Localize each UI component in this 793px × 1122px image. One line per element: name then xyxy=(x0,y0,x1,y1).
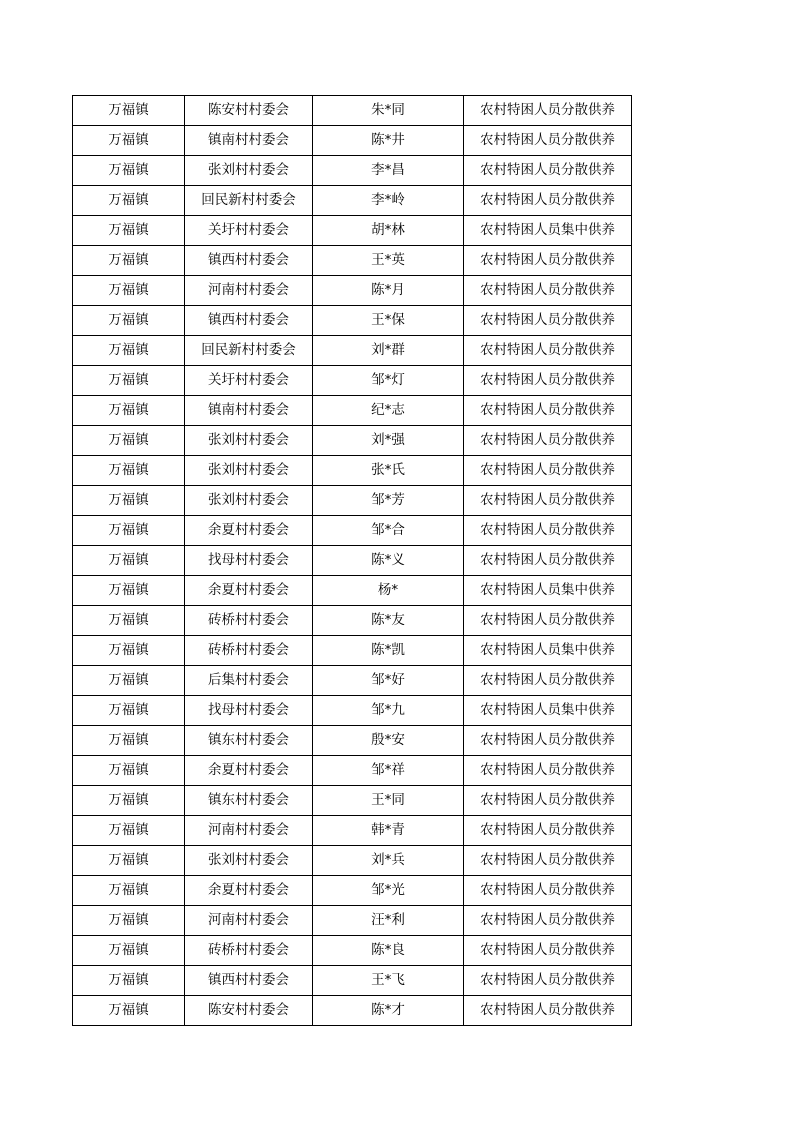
town-cell: 万福镇 xyxy=(73,816,185,846)
support-type-cell: 农村特困人员分散供养 xyxy=(464,936,632,966)
table-row xyxy=(73,756,632,786)
support-type-cell: 农村特困人员分散供养 xyxy=(464,966,632,996)
person-name-cell: 胡*林 xyxy=(313,216,464,246)
person-name-cell: 邹*合 xyxy=(313,516,464,546)
village-committee-cell: 后集村村委会 xyxy=(185,666,313,696)
village-committee-cell: 找母村村委会 xyxy=(185,696,313,726)
town-cell: 万福镇 xyxy=(73,846,185,876)
support-type-cell: 农村特困人员分散供养 xyxy=(464,846,632,876)
person-name-cell: 李*昌 xyxy=(313,156,464,186)
village-committee-cell: 镇西村村委会 xyxy=(185,966,313,996)
town-cell: 万福镇 xyxy=(73,666,185,696)
village-committee-cell: 镇西村村委会 xyxy=(185,306,313,336)
person-name-cell: 陈*月 xyxy=(313,276,464,306)
village-committee-cell: 张刘村村委会 xyxy=(185,426,313,456)
village-committee-cell: 镇南村村委会 xyxy=(185,126,313,156)
town-cell: 万福镇 xyxy=(73,516,185,546)
village-committee-cell: 砖桥村村委会 xyxy=(185,936,313,966)
person-name-cell: 韩*青 xyxy=(313,816,464,846)
village-committee-cell: 河南村村委会 xyxy=(185,816,313,846)
person-name-cell: 陈*义 xyxy=(313,546,464,576)
person-name-cell: 邹*祥 xyxy=(313,756,464,786)
town-cell: 万福镇 xyxy=(73,786,185,816)
table-row xyxy=(73,456,632,486)
table-row xyxy=(73,726,632,756)
town-cell: 万福镇 xyxy=(73,336,185,366)
village-committee-cell: 张刘村村委会 xyxy=(185,846,313,876)
support-type-cell: 农村特困人员分散供养 xyxy=(464,456,632,486)
table-row xyxy=(73,846,632,876)
support-type-cell: 农村特困人员分散供养 xyxy=(464,426,632,456)
person-name-cell: 朱*同 xyxy=(313,96,464,126)
person-name-cell: 邹*好 xyxy=(313,666,464,696)
town-cell: 万福镇 xyxy=(73,906,185,936)
table-row xyxy=(73,666,632,696)
town-cell: 万福镇 xyxy=(73,636,185,666)
support-type-cell: 农村特困人员分散供养 xyxy=(464,516,632,546)
village-committee-cell: 余夏村村委会 xyxy=(185,576,313,606)
support-type-cell: 农村特困人员分散供养 xyxy=(464,876,632,906)
person-name-cell: 汪*利 xyxy=(313,906,464,936)
person-name-cell: 杨* xyxy=(313,576,464,606)
support-type-cell: 农村特困人员分散供养 xyxy=(464,396,632,426)
support-type-cell: 农村特困人员分散供养 xyxy=(464,186,632,216)
town-cell: 万福镇 xyxy=(73,936,185,966)
table-row xyxy=(73,576,632,606)
support-type-cell: 农村特困人员分散供养 xyxy=(464,546,632,576)
table-row xyxy=(73,276,632,306)
table-row xyxy=(73,396,632,426)
support-type-cell: 农村特困人员分散供养 xyxy=(464,276,632,306)
village-committee-cell: 回民新村村委会 xyxy=(185,186,313,216)
village-committee-cell: 余夏村村委会 xyxy=(185,516,313,546)
town-cell: 万福镇 xyxy=(73,996,185,1026)
table-row xyxy=(73,96,632,126)
village-committee-cell: 余夏村村委会 xyxy=(185,876,313,906)
village-committee-cell: 找母村村委会 xyxy=(185,546,313,576)
table-row xyxy=(73,126,632,156)
table-row xyxy=(73,546,632,576)
table-row xyxy=(73,786,632,816)
town-cell: 万福镇 xyxy=(73,186,185,216)
table-row xyxy=(73,516,632,546)
village-committee-cell: 张刘村村委会 xyxy=(185,486,313,516)
town-cell: 万福镇 xyxy=(73,126,185,156)
town-cell: 万福镇 xyxy=(73,216,185,246)
village-committee-cell: 镇西村村委会 xyxy=(185,246,313,276)
support-type-cell: 农村特困人员分散供养 xyxy=(464,606,632,636)
recipient-table xyxy=(72,95,632,1026)
table-row xyxy=(73,996,632,1026)
person-name-cell: 邹*芳 xyxy=(313,486,464,516)
person-name-cell: 殷*安 xyxy=(313,726,464,756)
village-committee-cell: 砖桥村村委会 xyxy=(185,606,313,636)
town-cell: 万福镇 xyxy=(73,756,185,786)
town-cell: 万福镇 xyxy=(73,966,185,996)
table-row xyxy=(73,876,632,906)
town-cell: 万福镇 xyxy=(73,426,185,456)
town-cell: 万福镇 xyxy=(73,366,185,396)
person-name-cell: 刘*强 xyxy=(313,426,464,456)
town-cell: 万福镇 xyxy=(73,246,185,276)
support-type-cell: 农村特困人员分散供养 xyxy=(464,336,632,366)
town-cell: 万福镇 xyxy=(73,276,185,306)
table-row xyxy=(73,246,632,276)
town-cell: 万福镇 xyxy=(73,726,185,756)
village-committee-cell: 河南村村委会 xyxy=(185,906,313,936)
table-row xyxy=(73,906,632,936)
support-type-cell: 农村特困人员集中供养 xyxy=(464,636,632,666)
support-type-cell: 农村特困人员分散供养 xyxy=(464,96,632,126)
support-type-cell: 农村特困人员集中供养 xyxy=(464,576,632,606)
recipient-table-body xyxy=(73,96,632,1026)
town-cell: 万福镇 xyxy=(73,306,185,336)
village-committee-cell: 张刘村村委会 xyxy=(185,456,313,486)
village-committee-cell: 关圩村村委会 xyxy=(185,216,313,246)
town-cell: 万福镇 xyxy=(73,456,185,486)
support-type-cell: 农村特困人员分散供养 xyxy=(464,996,632,1026)
support-type-cell: 农村特困人员分散供养 xyxy=(464,726,632,756)
table-row xyxy=(73,636,632,666)
village-committee-cell: 镇东村村委会 xyxy=(185,726,313,756)
person-name-cell: 王*飞 xyxy=(313,966,464,996)
town-cell: 万福镇 xyxy=(73,96,185,126)
person-name-cell: 邹*九 xyxy=(313,696,464,726)
town-cell: 万福镇 xyxy=(73,876,185,906)
support-type-cell: 农村特困人员分散供养 xyxy=(464,306,632,336)
support-type-cell: 农村特困人员分散供养 xyxy=(464,816,632,846)
village-committee-cell: 余夏村村委会 xyxy=(185,756,313,786)
support-type-cell: 农村特困人员分散供养 xyxy=(464,666,632,696)
village-committee-cell: 关圩村村委会 xyxy=(185,366,313,396)
table-row xyxy=(73,426,632,456)
town-cell: 万福镇 xyxy=(73,696,185,726)
table-row xyxy=(73,486,632,516)
town-cell: 万福镇 xyxy=(73,606,185,636)
table-row xyxy=(73,156,632,186)
table-row xyxy=(73,336,632,366)
person-name-cell: 陈*凯 xyxy=(313,636,464,666)
person-name-cell: 王*英 xyxy=(313,246,464,276)
support-type-cell: 农村特困人员分散供养 xyxy=(464,756,632,786)
support-type-cell: 农村特困人员集中供养 xyxy=(464,696,632,726)
support-type-cell: 农村特困人员分散供养 xyxy=(464,906,632,936)
person-name-cell: 陈*良 xyxy=(313,936,464,966)
support-type-cell: 农村特困人员分散供养 xyxy=(464,156,632,186)
village-committee-cell: 陈安村村委会 xyxy=(185,96,313,126)
town-cell: 万福镇 xyxy=(73,486,185,516)
person-name-cell: 王*同 xyxy=(313,786,464,816)
town-cell: 万福镇 xyxy=(73,396,185,426)
support-type-cell: 农村特困人员分散供养 xyxy=(464,786,632,816)
person-name-cell: 邹*光 xyxy=(313,876,464,906)
table-row xyxy=(73,306,632,336)
person-name-cell: 陈*友 xyxy=(313,606,464,636)
village-committee-cell: 镇东村村委会 xyxy=(185,786,313,816)
town-cell: 万福镇 xyxy=(73,576,185,606)
support-type-cell: 农村特困人员分散供养 xyxy=(464,126,632,156)
village-committee-cell: 回民新村村委会 xyxy=(185,336,313,366)
village-committee-cell: 砖桥村村委会 xyxy=(185,636,313,666)
support-type-cell: 农村特困人员集中供养 xyxy=(464,216,632,246)
town-cell: 万福镇 xyxy=(73,546,185,576)
village-committee-cell: 张刘村村委会 xyxy=(185,156,313,186)
support-type-cell: 农村特困人员分散供养 xyxy=(464,366,632,396)
person-name-cell: 张*氏 xyxy=(313,456,464,486)
person-name-cell: 陈*才 xyxy=(313,996,464,1026)
town-cell: 万福镇 xyxy=(73,156,185,186)
village-committee-cell: 河南村村委会 xyxy=(185,276,313,306)
table-row xyxy=(73,696,632,726)
support-type-cell: 农村特困人员分散供养 xyxy=(464,486,632,516)
village-committee-cell: 镇南村村委会 xyxy=(185,396,313,426)
village-committee-cell: 陈安村村委会 xyxy=(185,996,313,1026)
person-name-cell: 刘*群 xyxy=(313,336,464,366)
person-name-cell: 纪*志 xyxy=(313,396,464,426)
person-name-cell: 王*保 xyxy=(313,306,464,336)
person-name-cell: 陈*井 xyxy=(313,126,464,156)
table-row xyxy=(73,816,632,846)
table-row xyxy=(73,216,632,246)
person-name-cell: 刘*兵 xyxy=(313,846,464,876)
table-row xyxy=(73,966,632,996)
person-name-cell: 李*岭 xyxy=(313,186,464,216)
support-type-cell: 农村特困人员分散供养 xyxy=(464,246,632,276)
person-name-cell: 邹*灯 xyxy=(313,366,464,396)
table-row xyxy=(73,186,632,216)
table-row xyxy=(73,936,632,966)
table-row xyxy=(73,366,632,396)
table-row xyxy=(73,606,632,636)
